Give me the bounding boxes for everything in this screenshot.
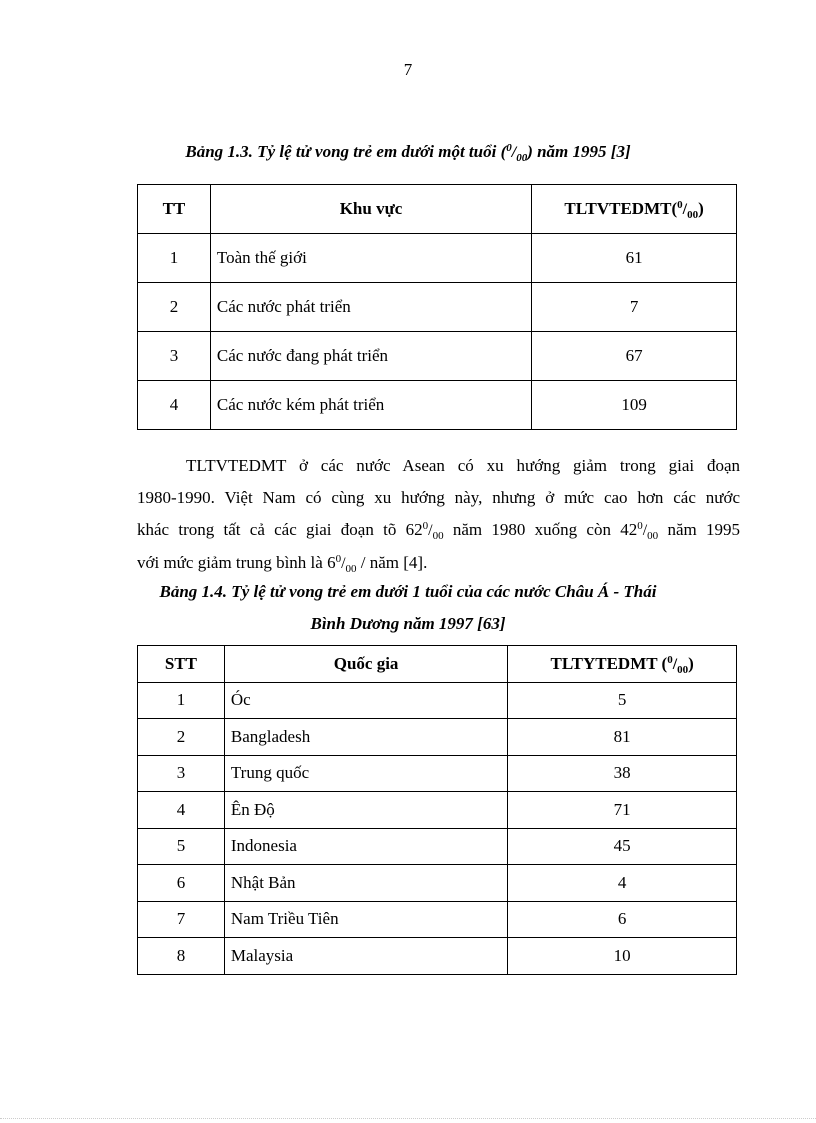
table-row	[138, 332, 737, 381]
cell-tt: 3	[138, 332, 211, 381]
cell-rate: 71	[508, 792, 737, 829]
table-row	[138, 938, 737, 975]
header-stt: STT	[138, 646, 225, 683]
cell-stt: 2	[138, 719, 225, 756]
cell-stt: 1	[138, 682, 225, 719]
cell-stt: 6	[138, 865, 225, 902]
header-rate: $TLTVTEDMT(^0/_{00})$	[532, 185, 737, 234]
cell-tt: 1	[138, 234, 211, 283]
page-bottom-divider	[0, 1118, 816, 1119]
cell-region: Các nước kém phát triển	[210, 381, 531, 430]
table-row	[138, 901, 737, 938]
cell-region: Các nước đang phát triển	[210, 332, 531, 381]
cell-country: Nam Triều Tiên	[224, 901, 507, 938]
header-region: Khu vực	[210, 185, 531, 234]
table-row	[138, 381, 737, 430]
cell-tt: 4	[138, 381, 211, 430]
cell-rate: 6	[508, 901, 737, 938]
cell-stt: 5	[138, 828, 225, 865]
header-country: Quốc gia	[224, 646, 507, 683]
table1-caption: Bảng 1.3. Tỷ lệ tử vong trẻ em dưới một tuổi $(^0/_{00})$ năm 1995 [3]	[185, 142, 631, 164]
cell-stt: 8	[138, 938, 225, 975]
table-row	[138, 792, 737, 829]
cell-stt: 4	[138, 792, 225, 829]
cell-country: Malaysia	[224, 938, 507, 975]
paragraph-line: TLTVTEDMT ở các nước Asean có xu hướng giảm trong giai đoạn	[186, 456, 740, 475]
infant-mortality-region-table	[137, 184, 737, 430]
paragraph-line: 1980-1990. Việt Nam có cùng xu hướng này, nhưng ở mức cao hơn các nước	[137, 488, 740, 507]
paragraph-line: với mức giảm trung bình là $6^0/_{00}$ / năm [4].	[137, 553, 428, 575]
cell-rate: 4	[508, 865, 737, 902]
cell-country: Óc	[224, 682, 507, 719]
table-row	[138, 283, 737, 332]
cell-rate: 67	[532, 332, 737, 381]
table-row	[138, 828, 737, 865]
page-number: 7	[403, 60, 413, 79]
cell-country: Indonesia	[224, 828, 507, 865]
body-paragraph	[137, 450, 740, 580]
cell-rate: 5	[508, 682, 737, 719]
cell-stt: 7	[138, 901, 225, 938]
cell-rate: 7	[532, 283, 737, 332]
cell-rate: 45	[508, 828, 737, 865]
cell-region: Các nước phát triển	[210, 283, 531, 332]
cell-country: Ên Độ	[224, 792, 507, 829]
cell-rate: 109	[532, 381, 737, 430]
table-row	[138, 719, 737, 756]
table-row	[138, 865, 737, 902]
cell-rate: 61	[532, 234, 737, 283]
header-tt: TT	[138, 185, 211, 234]
table2-caption-line1: Bảng 1.4. Tỷ lệ tử vong trẻ em dưới 1 tuổi của các nước Châu Á - Thái	[159, 582, 657, 601]
cell-rate: 38	[508, 755, 737, 792]
table-row	[138, 755, 737, 792]
paragraph-line: khác trong tất cả các giai đoạn tõ $62^0/_{00}$ năm 1980 xuống còn $42^0/_{00}$ năm 1995	[137, 520, 740, 542]
cell-stt: 3	[138, 755, 225, 792]
cell-rate: 81	[508, 719, 737, 756]
cell-rate: 10	[508, 938, 737, 975]
cell-tt: 2	[138, 283, 211, 332]
infant-mortality-country-table	[137, 645, 737, 975]
header-rate: TLTYTEDMT $(^0/_{00})$	[508, 646, 737, 683]
cell-country: Trung quốc	[224, 755, 507, 792]
table-row	[138, 234, 737, 283]
cell-country: Bangladesh	[224, 719, 507, 756]
table-row	[138, 682, 737, 719]
cell-country: Nhật Bản	[224, 865, 507, 902]
table-header-row	[138, 646, 737, 683]
table2-caption-line2: Bình Dương năm 1997 [63]	[310, 614, 506, 633]
table-header-row	[138, 185, 737, 234]
cell-region: Toàn thế giới	[210, 234, 531, 283]
